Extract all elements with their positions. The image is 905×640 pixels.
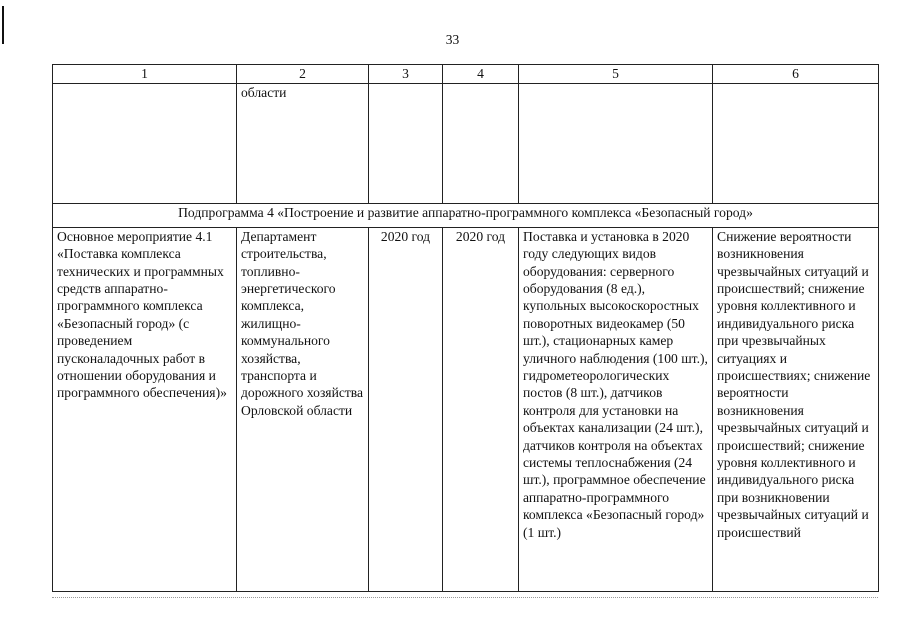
page-number: 33 [445, 32, 460, 47]
subprogram-title: Подпрограмма 4 «Построение и развитие аппаратно-программного комплекса «Безопасный город» [53, 204, 879, 227]
end-date: 2020 год [443, 227, 519, 591]
column-number: 1 [53, 65, 237, 84]
subprogram-row [53, 204, 879, 227]
table-cell [53, 83, 237, 204]
start-date: 2020 год [369, 227, 443, 591]
table-cell [443, 83, 519, 204]
table-row [53, 227, 879, 591]
column-number: 4 [443, 65, 519, 84]
scan-artifact-line [52, 597, 878, 599]
column-number: 3 [369, 65, 443, 84]
table-cell [369, 83, 443, 204]
column-number: 6 [713, 65, 879, 84]
table-row [53, 83, 879, 204]
responsible-executor: Департамент строительства, топливно-энергетического комплекса, жилищно-коммунального хозяйства, транспорта и дорожного хозяйства Орловской области [237, 227, 369, 591]
measures-table [52, 64, 879, 592]
column-number: 5 [519, 65, 713, 84]
measure-name: Основное мероприятие 4.1 «Поставка комплекса технических и программных средств аппаратно-программного комплекса «Безопасный город» (с проведением пусконаладочных работ в отношении оборудования и программного обеспечения)» [53, 227, 237, 591]
table-cell [519, 83, 713, 204]
column-number: 2 [237, 65, 369, 84]
column-number-row [53, 65, 879, 84]
table-cell: области [237, 83, 369, 204]
table-cell [713, 83, 879, 204]
effect-description: Снижение вероятности возникновения чрезвычайных ситуаций и происшествий; снижение уровня коллективного и индивидуального риска при чрезвычайных ситуациях и происшествиях; снижение вероятности возникновения чрезвычайных ситуаций и происшествий; снижение уровня коллективного и индивидуального риска при возникновении чрезвычайных ситуаций и происшествий [713, 227, 879, 591]
expected-result: Поставка и установка в 2020 году следующих видов оборудования: серверного оборудования (8 ед.), купольных высокоскоростных поворотных видеокамер (50 шт.), стационарных камер уличного наблюдения (100 шт.), гидрометеорологических постов (8 шт.), датчиков контроля для установки на объектах канализации (24 шт.), датчиков контроля на объектах системы теплоснабжения (24 шт.), программное обеспечение аппаратно-программного комплекса «Безопасный город» (1 шт.) [519, 227, 713, 591]
